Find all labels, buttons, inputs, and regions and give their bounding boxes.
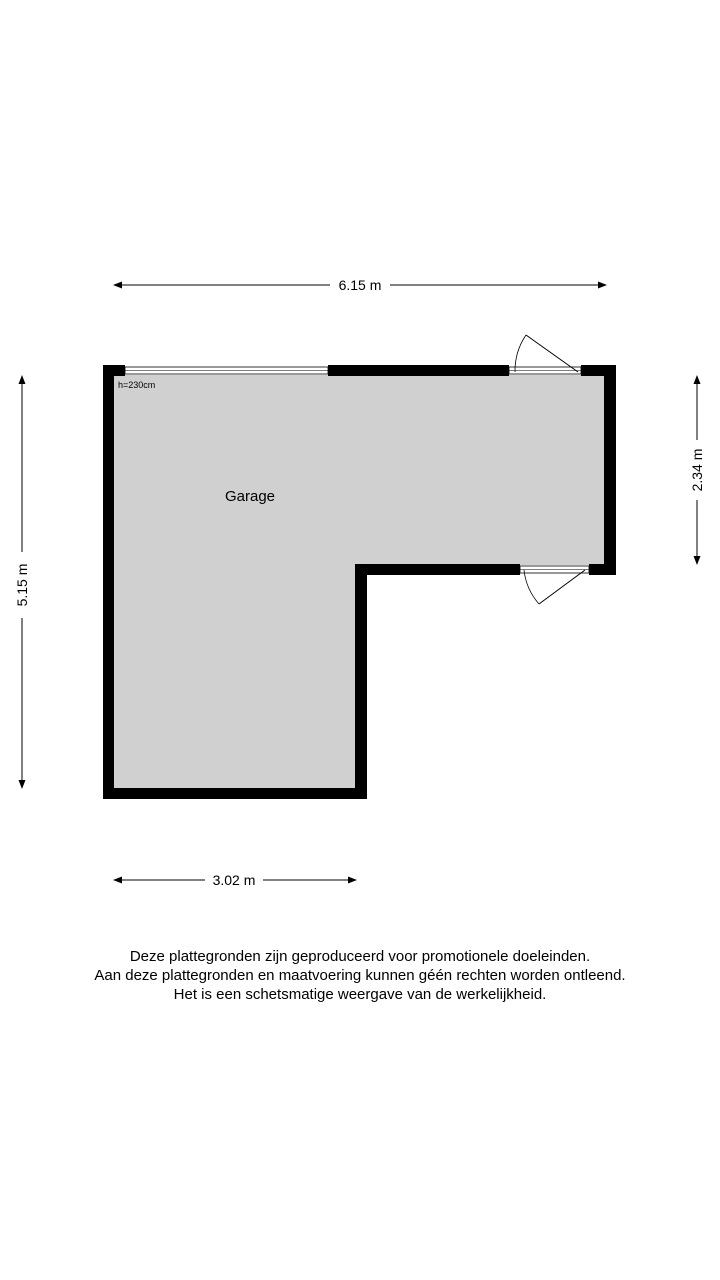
door-lower-right bbox=[520, 566, 589, 604]
dimension-top bbox=[113, 277, 607, 293]
door-top-right bbox=[509, 335, 581, 374]
dimension-right-label: 2.34 m bbox=[689, 448, 705, 492]
dimension-top-label: 6.15 m bbox=[338, 277, 382, 293]
dimension-left bbox=[14, 375, 30, 789]
wall-inner-vertical bbox=[355, 564, 367, 799]
wall-left bbox=[103, 365, 114, 799]
room-label-garage: Garage bbox=[224, 488, 276, 505]
wall-right bbox=[604, 365, 616, 575]
disclaimer-line-3: Het is een schetsmatige weergave van de werkelijkheid. bbox=[173, 986, 547, 1003]
dimension-bottom bbox=[113, 872, 357, 888]
dimension-bottom-label: 3.02 m bbox=[212, 872, 256, 888]
garage-door-opening bbox=[125, 367, 328, 374]
wall-top-corner-left bbox=[103, 365, 125, 376]
ceiling-height-label: h=230cm bbox=[118, 380, 156, 390]
disclaimer-line-2: Aan deze plattegronden en maatvoering kunnen géén rechten worden ontleend. bbox=[94, 967, 626, 984]
disclaimer-line-1: Deze plattegronden zijn geproduceerd voor promotionele doeleinden. bbox=[129, 948, 591, 965]
wall-inner-horizontal bbox=[355, 564, 520, 575]
dimension-left-label: 5.15 m bbox=[14, 563, 30, 607]
wall-top-middle bbox=[328, 365, 509, 376]
wall-bottom bbox=[103, 788, 367, 799]
disclaimer bbox=[0, 947, 720, 1004]
dimension-right bbox=[689, 375, 705, 565]
wall-top-corner-right bbox=[581, 365, 616, 376]
